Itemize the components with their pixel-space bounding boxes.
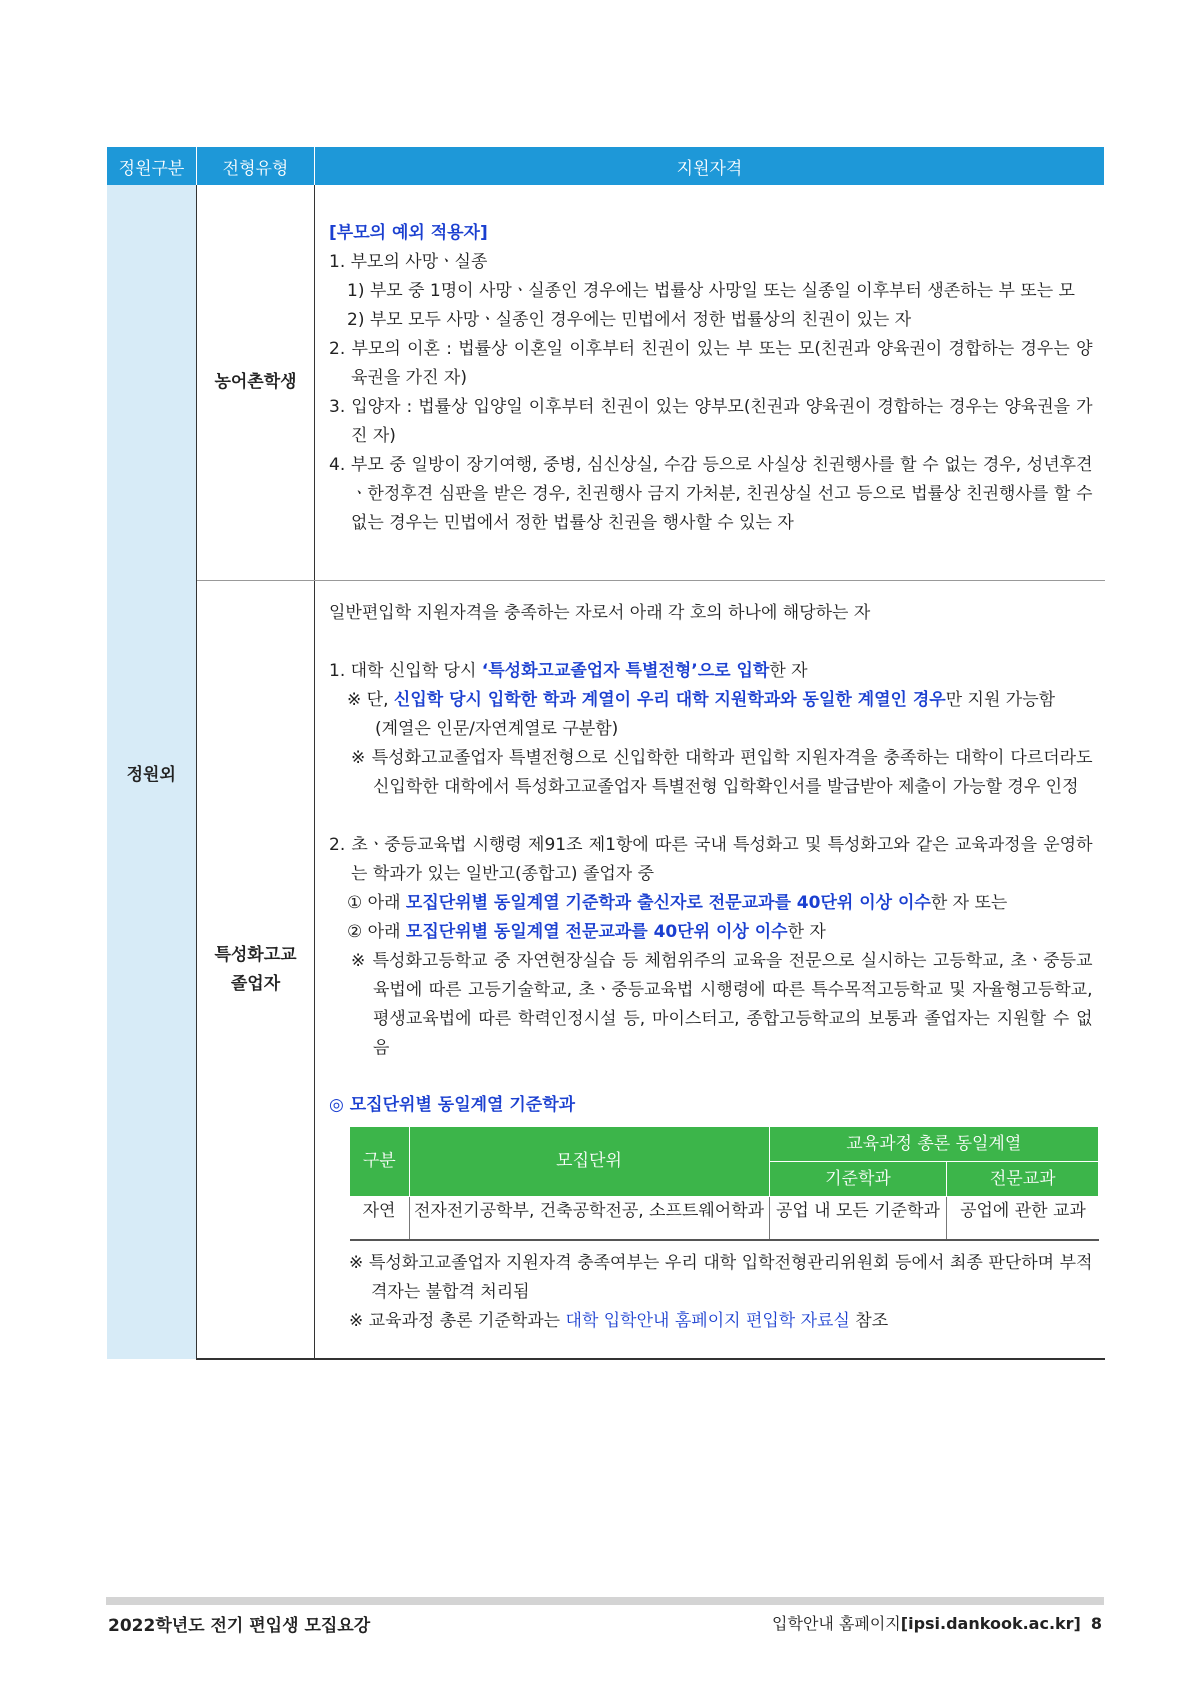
rural-item-4: 4. 부모 중 일방이 장기여행, 중병, 심신상실, 수감 등으로 사실상 친권행사를 할 수 없는 경우, 성년후견ㆍ한정후견 심판을 받은 경우, 친권행사 금지 가처분, 친권상실 선고 등으로 법률상 친권행사를 할 수 없는 경우는 민법에서 정한 법률상 친권을 행사할 수 있는 자 bbox=[329, 455, 1093, 533]
subtable-header-base: 기준학과 bbox=[769, 1162, 947, 1197]
page-number: 8 bbox=[1090, 1614, 1102, 1633]
homepage-label: 입학안내 홈페이지 bbox=[772, 1614, 901, 1633]
type-cell-vocational bbox=[197, 581, 315, 1360]
subtable-header-group: 교육과정 총론 동일계열 bbox=[769, 1127, 1098, 1162]
vocational-note-4: ※ 특성화고교졸업자 지원자격 충족여부는 우리 대학 입학전형관리위원회 등에서 최종 판단하며 부적격자는 불합격 처리됨 bbox=[349, 1253, 1093, 1302]
table-row bbox=[350, 1197, 1099, 1241]
vocational-note-3: ※ 특성화고등학교 중 자연현장실습 등 체험위주의 교육을 전문으로 실시하는 고등학교, 초ㆍ중등교육법에 따른 고등기술학교, 초ㆍ중등교육법 시행령에 따른 특수목적고등학교 및 자율형고등학교, 평생교육법에 따른 학력인정시설 등, 마이스터고, 종합고등학교의 보통과 졸업자는 지원할 수 없음 bbox=[351, 951, 1093, 1058]
exception-heading: [부모의 예외 적용자] bbox=[329, 223, 488, 243]
rural-item-1: 1. 부모의 사망ㆍ실종 bbox=[329, 252, 488, 272]
table-row bbox=[107, 185, 1105, 581]
rural-item-3: 3. 입양자 : 법률상 입양일 이후부터 친권이 있는 양부모(친권과 양육권이 경합하는 경우는 양육권을 가진 자) bbox=[329, 397, 1093, 446]
subtable-header-gubun: 구분 bbox=[350, 1127, 410, 1197]
vocational-note-2: ※ 특성화고교졸업자 특별전형으로 신입학한 대학과 편입학 지원자격을 충족하는 대학이 다르더라도 신입학한 대학에서 특성화고교졸업자 특별전형 입학확인서를 발급받아 제출이 가능할 경우 인정 bbox=[351, 748, 1093, 797]
homepage-url[interactable]: [ipsi.dankook.ac.kr] bbox=[900, 1614, 1081, 1633]
same-field-department-table bbox=[349, 1126, 1099, 1241]
eligibility-cell-rural bbox=[315, 185, 1105, 581]
table-header-row bbox=[107, 147, 1105, 185]
type-line-2: 졸업자 bbox=[230, 973, 281, 994]
subtable-header-unit: 모집단위 bbox=[409, 1127, 769, 1197]
vocational-sub-2: ② 아래 모집단위별 동일계열 전문교과를 40단위 이상 이수한 자 bbox=[347, 922, 826, 942]
subtable-header-subject: 전문교과 bbox=[947, 1162, 1099, 1197]
resource-room-link[interactable]: 대학 입학안내 홈페이지 편입학 자료실 bbox=[565, 1311, 850, 1331]
vocational-intro: 일반편입학 지원자격을 충족하는 자로서 아래 각 호의 하나에 해당하는 자 bbox=[329, 603, 871, 623]
header-type: 전형유형 bbox=[197, 147, 315, 185]
header-eligibility: 지원자격 bbox=[315, 147, 1105, 185]
vocational-sub-1: ① 아래 모집단위별 동일계열 기준학과 출신자로 전문교과를 40단위 이상 이수한 자 또는 bbox=[347, 893, 1008, 913]
rural-item-1-1: 1) 부모 중 1명이 사망ㆍ실종인 경우에는 법률상 사망일 또는 실종일 이후부터 생존하는 부 또는 모 bbox=[347, 281, 1075, 301]
subtable-cell: 자연 bbox=[350, 1197, 410, 1241]
admission-eligibility-table bbox=[106, 147, 1105, 1360]
subtable-cell: 공업 내 모든 기준학과 bbox=[769, 1197, 947, 1241]
type-line-1: 특성화고교 bbox=[214, 944, 297, 965]
subtable-cell: 공업에 관한 교과 bbox=[947, 1197, 1099, 1241]
header-category: 정원구분 bbox=[107, 147, 197, 185]
subtable-title: ◎ 모집단위별 동일계열 기준학과 bbox=[329, 1095, 576, 1115]
footer-title: 2022학년도 전기 편입생 모집요강 bbox=[108, 1616, 371, 1636]
vocational-note-1: ※ 단, 신입학 당시 입학한 학과 계열이 우리 대학 지원학과와 동일한 계열인 경우만 지원 가능함 bbox=[347, 690, 1056, 710]
subtable-cell: 전자전기공학부, 건축공학전공, 소프트웨어학과 bbox=[409, 1197, 769, 1241]
category-cell: 정원외 bbox=[107, 185, 197, 1359]
footer-info bbox=[772, 1611, 1102, 1634]
table-row bbox=[107, 581, 1105, 1360]
rural-item-2: 2. 부모의 이혼 : 법률상 이혼일 이후부터 친권이 있는 부 또는 모(친권과 양육권이 경합하는 경우는 양육권을 가진 자) bbox=[329, 339, 1093, 388]
eligibility-cell-vocational bbox=[315, 581, 1105, 1360]
vocational-item-2: 2. 초ㆍ중등교육법 시행령 제91조 제1항에 따른 국내 특성화고 및 특성화고와 같은 교육과정을 운영하는 학과가 있는 일반고(종합고) 졸업자 중 bbox=[329, 835, 1093, 884]
vocational-note-1-cont: (계열은 인문/자연계열로 구분함) bbox=[375, 719, 619, 739]
footer-divider bbox=[106, 1597, 1104, 1605]
vocational-note-5: ※ 교육과정 총론 기준학과는 대학 입학안내 홈페이지 편입학 자료실 참조 bbox=[349, 1311, 889, 1331]
rural-item-1-2: 2) 부모 모두 사망ㆍ실종인 경우에는 민법에서 정한 법률상의 친권이 있는 자 bbox=[347, 310, 912, 330]
type-cell-rural: 농어촌학생 bbox=[197, 185, 315, 581]
vocational-item-1: 1. 대학 신입학 당시 ‘특성화고교졸업자 특별전형’으로 입학한 자 bbox=[329, 661, 808, 681]
